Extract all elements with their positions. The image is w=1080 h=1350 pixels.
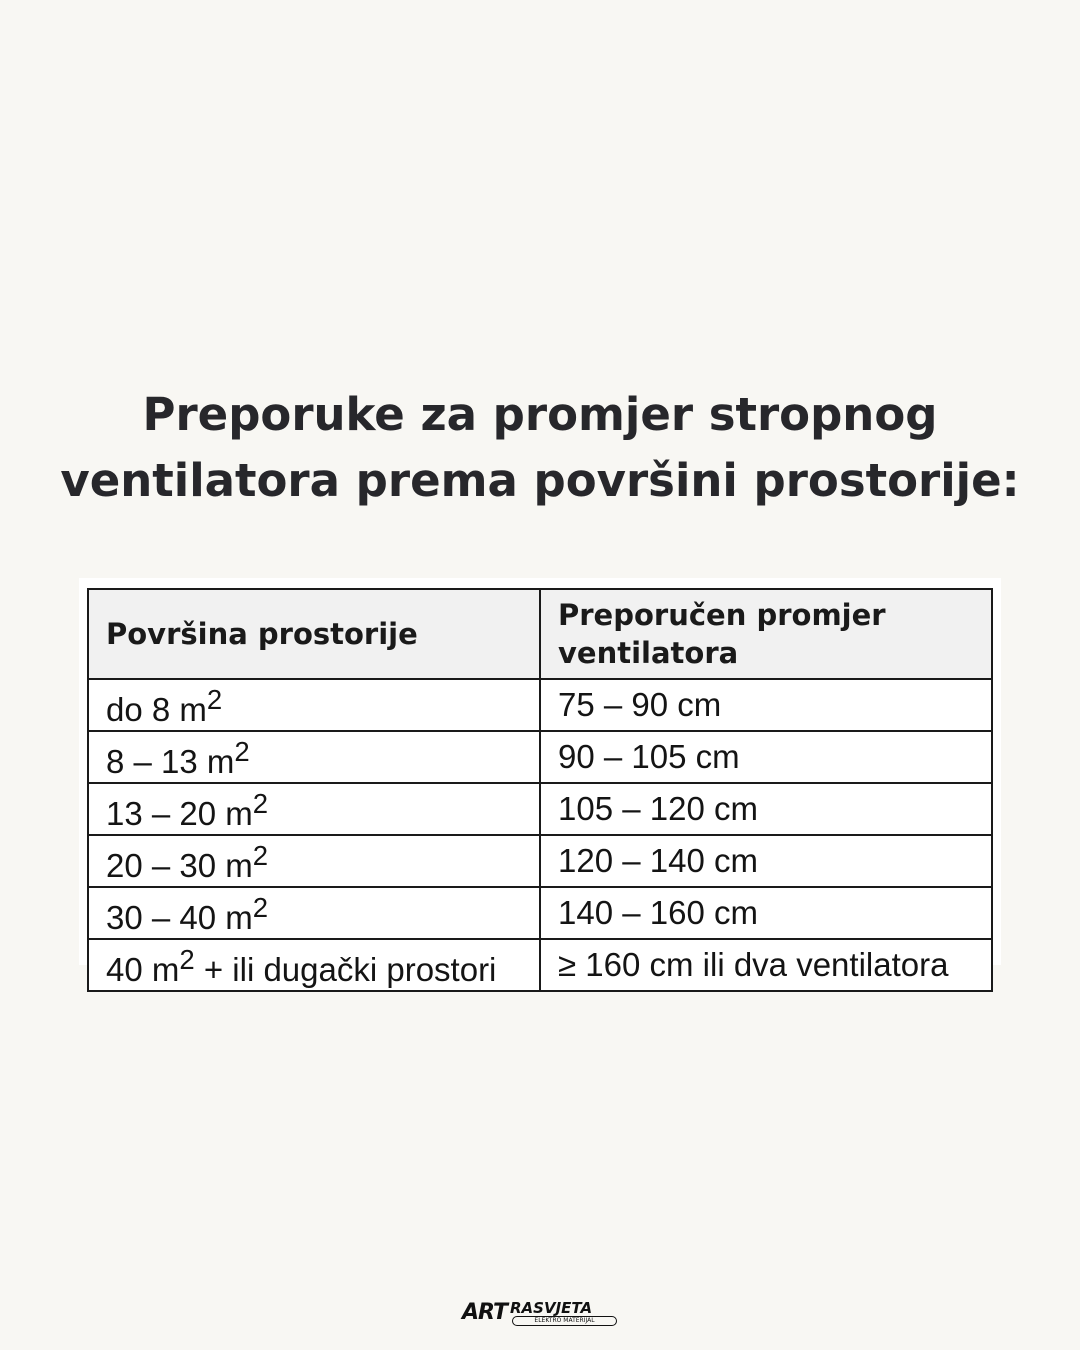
area-superscript: 2 (206, 684, 223, 715)
area-cell (88, 679, 540, 731)
area-cell (88, 835, 540, 887)
diameter-value: 105 – 120 cm (558, 790, 758, 827)
header-diameter (540, 589, 992, 679)
header-area-label: Površina prostorije (106, 617, 418, 651)
header-area (88, 589, 540, 679)
table-row (88, 731, 992, 783)
area-value: 13 – 20 m (106, 795, 253, 832)
area-superscript: 2 (252, 788, 269, 819)
header-diameter-line-1: Preporučen promjer (558, 598, 886, 632)
table-row (88, 887, 992, 939)
diameter-cell (540, 939, 992, 991)
area-cell (88, 783, 540, 835)
area-cell (88, 731, 540, 783)
diameter-cell (540, 679, 992, 731)
area-superscript: 2 (234, 736, 250, 767)
area-value: do 8 m (106, 691, 207, 728)
diameter-cell (540, 731, 992, 783)
area-superscript: 2 (252, 892, 269, 923)
diameter-value: 120 – 140 cm (558, 842, 758, 879)
diameter-value: ≥ 160 cm ili dva ventilatora (558, 946, 949, 983)
table-row (88, 783, 992, 835)
table-body (88, 679, 992, 991)
diameter-value: 75 – 90 cm (558, 686, 722, 723)
diameter-cell (540, 887, 992, 939)
area-value: 8 – 13 m (106, 743, 235, 780)
table-row (88, 939, 992, 991)
area-cell (88, 939, 540, 991)
diameter-value: 140 – 160 cm (558, 894, 758, 931)
table-header-row (88, 589, 992, 679)
diameter-cell (540, 783, 992, 835)
area-value: 40 m (106, 951, 180, 988)
title-line-1: Preporuke za promjer stropnog (142, 388, 938, 441)
logo-art: ART (462, 1300, 507, 1325)
table-row (88, 679, 992, 731)
logo-brand: RASVJETA (510, 1299, 593, 1317)
diameter-value: 90 – 105 cm (558, 738, 740, 775)
area-value: 20 – 30 m (106, 847, 253, 884)
table-frame (79, 578, 1001, 988)
area-superscript: 2 (179, 944, 195, 975)
area-superscript: 2 (252, 840, 269, 871)
page-title (0, 382, 1080, 514)
area-cell (88, 887, 540, 939)
brand-logo (462, 1300, 622, 1330)
logo-tagline: ELEKTRO MATERIJAL (512, 1316, 617, 1326)
title-line-2: ventilatora prema površini prostorije: (60, 454, 1020, 507)
area-suffix: + ili dugački prostori (194, 951, 497, 988)
area-value: 30 – 40 m (106, 899, 253, 936)
diameter-cell (540, 835, 992, 887)
fan-size-table (87, 588, 993, 992)
header-diameter-line-2: ventilatora (558, 636, 739, 670)
table-row (88, 835, 992, 887)
